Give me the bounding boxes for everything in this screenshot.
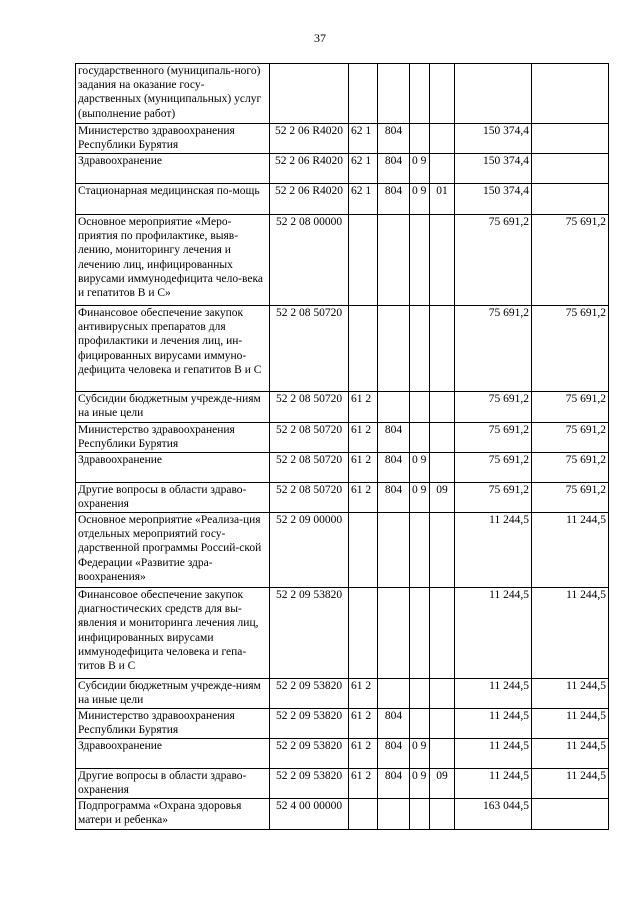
- amount-second-cell: [532, 64, 609, 124]
- amount-second-cell: 75 691,2: [532, 392, 609, 423]
- table-row: [76, 679, 609, 709]
- row-name-cell: Министерство здравоохранения Республики Бурятия: [76, 124, 270, 154]
- section-cell: [410, 215, 430, 306]
- row-name-cell: Здравоохранение: [76, 453, 270, 483]
- subsection-cell: [430, 215, 455, 306]
- amount-second-cell: 75 691,2: [532, 306, 609, 392]
- row-name-cell: Финансовое обеспечение закупок диагностических средств для вы-явления и мониторинга лечения лиц, инфицированных вирусами иммунодефицита человека и гепа-титов В и С: [76, 588, 270, 679]
- section-cell: 0 9: [410, 154, 430, 184]
- subsection-cell: [430, 679, 455, 709]
- expense-type-cell: [349, 215, 378, 306]
- section-cell: [410, 513, 430, 588]
- subsection-cell: [430, 124, 455, 154]
- amount-cell: 11 244,5: [455, 739, 532, 769]
- amount-cell: 75 691,2: [455, 306, 532, 392]
- amount-second-cell: 11 244,5: [532, 769, 609, 799]
- target-article-cell: 52 2 08 50720: [270, 483, 349, 513]
- expense-type-cell: [349, 513, 378, 588]
- ministry-code-cell: 804: [378, 184, 410, 215]
- target-article-cell: 52 2 09 53820: [270, 588, 349, 679]
- section-cell: 0 9: [410, 769, 430, 799]
- table-row: [76, 215, 609, 306]
- subsection-cell: [430, 588, 455, 679]
- row-name-cell: Министерство здравоохранения Республики Бурятия: [76, 709, 270, 739]
- expense-type-cell: 61 2: [349, 483, 378, 513]
- row-name-cell: Другие вопросы в области здраво-охранения: [76, 483, 270, 513]
- row-name-cell: Здравоохранение: [76, 739, 270, 769]
- subsection-cell: [430, 453, 455, 483]
- target-article-cell: 52 2 08 50720: [270, 392, 349, 423]
- amount-second-cell: [532, 184, 609, 215]
- section-cell: [410, 799, 430, 830]
- section-cell: 0 9: [410, 483, 430, 513]
- row-name-cell: Субсидии бюджетным учрежде-ниям на иные цели: [76, 392, 270, 423]
- amount-second-cell: 75 691,2: [532, 215, 609, 306]
- ministry-code-cell: [378, 799, 410, 830]
- table-row: [76, 306, 609, 392]
- amount-cell: 163 044,5: [455, 799, 532, 830]
- section-cell: 0 9: [410, 453, 430, 483]
- target-article-cell: 52 2 08 50720: [270, 423, 349, 453]
- table-row: [76, 392, 609, 423]
- expense-type-cell: 61 2: [349, 423, 378, 453]
- expense-type-cell: [349, 306, 378, 392]
- table-row: [76, 483, 609, 513]
- budget-table: [75, 63, 609, 830]
- amount-second-cell: [532, 799, 609, 830]
- subsection-cell: 01: [430, 184, 455, 215]
- ministry-code-cell: 804: [378, 154, 410, 184]
- target-article-cell: 52 2 06 R4020: [270, 184, 349, 215]
- subsection-cell: [430, 739, 455, 769]
- ministry-code-cell: [378, 513, 410, 588]
- amount-second-cell: 75 691,2: [532, 423, 609, 453]
- expense-type-cell: 62 1: [349, 154, 378, 184]
- table-row: [76, 124, 609, 154]
- ministry-code-cell: [378, 306, 410, 392]
- subsection-cell: 09: [430, 769, 455, 799]
- ministry-code-cell: 804: [378, 124, 410, 154]
- target-article-cell: 52 2 09 53820: [270, 739, 349, 769]
- amount-cell: 150 374,4: [455, 124, 532, 154]
- target-article-cell: 52 2 09 53820: [270, 769, 349, 799]
- amount-second-cell: 11 244,5: [532, 588, 609, 679]
- ministry-code-cell: 804: [378, 709, 410, 739]
- amount-cell: 75 691,2: [455, 453, 532, 483]
- row-name-cell: Подпрограмма «Охрана здоровья матери и ребенка»: [76, 799, 270, 830]
- subsection-cell: [430, 709, 455, 739]
- amount-cell: 11 244,5: [455, 679, 532, 709]
- amount-second-cell: 75 691,2: [532, 483, 609, 513]
- amount-cell: 11 244,5: [455, 769, 532, 799]
- expense-type-cell: 61 2: [349, 709, 378, 739]
- target-article-cell: 52 2 06 R4020: [270, 154, 349, 184]
- expense-type-cell: [349, 799, 378, 830]
- section-cell: 0 9: [410, 184, 430, 215]
- amount-cell: 150 374,4: [455, 184, 532, 215]
- row-name-cell: Основное мероприятие «Меро-приятия по профилактике, выяв-лению, мониторингу лечения и лечению лиц, инфицированных вирусами иммунодефицита чело-века и гепатитов В и С»: [76, 215, 270, 306]
- amount-second-cell: 11 244,5: [532, 709, 609, 739]
- page-number: 37: [314, 31, 326, 45]
- expense-type-cell: 61 2: [349, 392, 378, 423]
- row-name-cell: Здравоохранение: [76, 154, 270, 184]
- table-row: [76, 64, 609, 124]
- expense-type-cell: 61 2: [349, 769, 378, 799]
- section-cell: 0 9: [410, 739, 430, 769]
- target-article-cell: 52 2 09 00000: [270, 513, 349, 588]
- amount-second-cell: 11 244,5: [532, 513, 609, 588]
- amount-second-cell: [532, 124, 609, 154]
- section-cell: [410, 679, 430, 709]
- table-row: [76, 423, 609, 453]
- expense-type-cell: 62 1: [349, 184, 378, 215]
- row-name-cell: Основное мероприятие «Реализа-ция отдельных мероприятий госу-дарственной программы Россий-ской Федерации «Развитие здра-воохранения»: [76, 513, 270, 588]
- subsection-cell: [430, 64, 455, 124]
- row-name-cell: государственного (муниципаль-ного) задания на оказание госу-дарственных (муниципальных) услуг (выполнение работ): [76, 64, 270, 124]
- ministry-code-cell: 804: [378, 739, 410, 769]
- expense-type-cell: [349, 64, 378, 124]
- amount-second-cell: 11 244,5: [532, 739, 609, 769]
- ministry-code-cell: [378, 392, 410, 423]
- amount-cell: 11 244,5: [455, 513, 532, 588]
- target-article-cell: 52 2 08 50720: [270, 453, 349, 483]
- target-article-cell: [270, 64, 349, 124]
- ministry-code-cell: 804: [378, 483, 410, 513]
- subsection-cell: [430, 392, 455, 423]
- table-row: [76, 513, 609, 588]
- table-row: [76, 769, 609, 799]
- budget-table-body: [76, 64, 609, 830]
- section-cell: [410, 392, 430, 423]
- table-row: [76, 739, 609, 769]
- amount-cell: 75 691,2: [455, 423, 532, 453]
- row-name-cell: Министерство здравоохранения Республики Бурятия: [76, 423, 270, 453]
- ministry-code-cell: 804: [378, 769, 410, 799]
- subsection-cell: [430, 799, 455, 830]
- ministry-code-cell: 804: [378, 453, 410, 483]
- row-name-cell: Другие вопросы в области здраво-охранения: [76, 769, 270, 799]
- table-row: [76, 799, 609, 830]
- target-article-cell: 52 2 08 50720: [270, 306, 349, 392]
- expense-type-cell: 62 1: [349, 124, 378, 154]
- subsection-cell: [430, 154, 455, 184]
- table-row: [76, 709, 609, 739]
- expense-type-cell: 61 2: [349, 679, 378, 709]
- amount-cell: 75 691,2: [455, 392, 532, 423]
- table-row: [76, 154, 609, 184]
- amount-cell: 11 244,5: [455, 588, 532, 679]
- target-article-cell: 52 2 06 R4020: [270, 124, 349, 154]
- table-row: [76, 588, 609, 679]
- subsection-cell: [430, 423, 455, 453]
- row-name-cell: Финансовое обеспечение закупок антивирусных препаратов для профилактики и лечения лиц, ин-фицированных вирусами иммуно-дефицита человека и гепатитов В и С: [76, 306, 270, 392]
- row-name-cell: Субсидии бюджетным учрежде-ниям на иные цели: [76, 679, 270, 709]
- section-cell: [410, 306, 430, 392]
- table-row: [76, 184, 609, 215]
- row-name-cell: Стационарная медицинская по-мощь: [76, 184, 270, 215]
- target-article-cell: 52 2 08 00000: [270, 215, 349, 306]
- amount-cell: 11 244,5: [455, 709, 532, 739]
- amount-second-cell: [532, 154, 609, 184]
- ministry-code-cell: [378, 215, 410, 306]
- subsection-cell: [430, 513, 455, 588]
- ministry-code-cell: [378, 679, 410, 709]
- ministry-code-cell: [378, 588, 410, 679]
- section-cell: [410, 588, 430, 679]
- table-row: [76, 453, 609, 483]
- expense-type-cell: 61 2: [349, 739, 378, 769]
- subsection-cell: [430, 306, 455, 392]
- ministry-code-cell: 804: [378, 423, 410, 453]
- expense-type-cell: 61 2: [349, 453, 378, 483]
- amount-cell: 150 374,4: [455, 154, 532, 184]
- ministry-code-cell: [378, 64, 410, 124]
- expense-type-cell: [349, 588, 378, 679]
- target-article-cell: 52 2 09 53820: [270, 709, 349, 739]
- amount-second-cell: 11 244,5: [532, 679, 609, 709]
- target-article-cell: 52 2 09 53820: [270, 679, 349, 709]
- section-cell: [410, 64, 430, 124]
- section-cell: [410, 124, 430, 154]
- section-cell: [410, 709, 430, 739]
- amount-second-cell: 75 691,2: [532, 453, 609, 483]
- section-cell: [410, 423, 430, 453]
- subsection-cell: 09: [430, 483, 455, 513]
- amount-cell: 75 691,2: [455, 483, 532, 513]
- amount-cell: [455, 64, 532, 124]
- target-article-cell: 52 4 00 00000: [270, 799, 349, 830]
- amount-cell: 75 691,2: [455, 215, 532, 306]
